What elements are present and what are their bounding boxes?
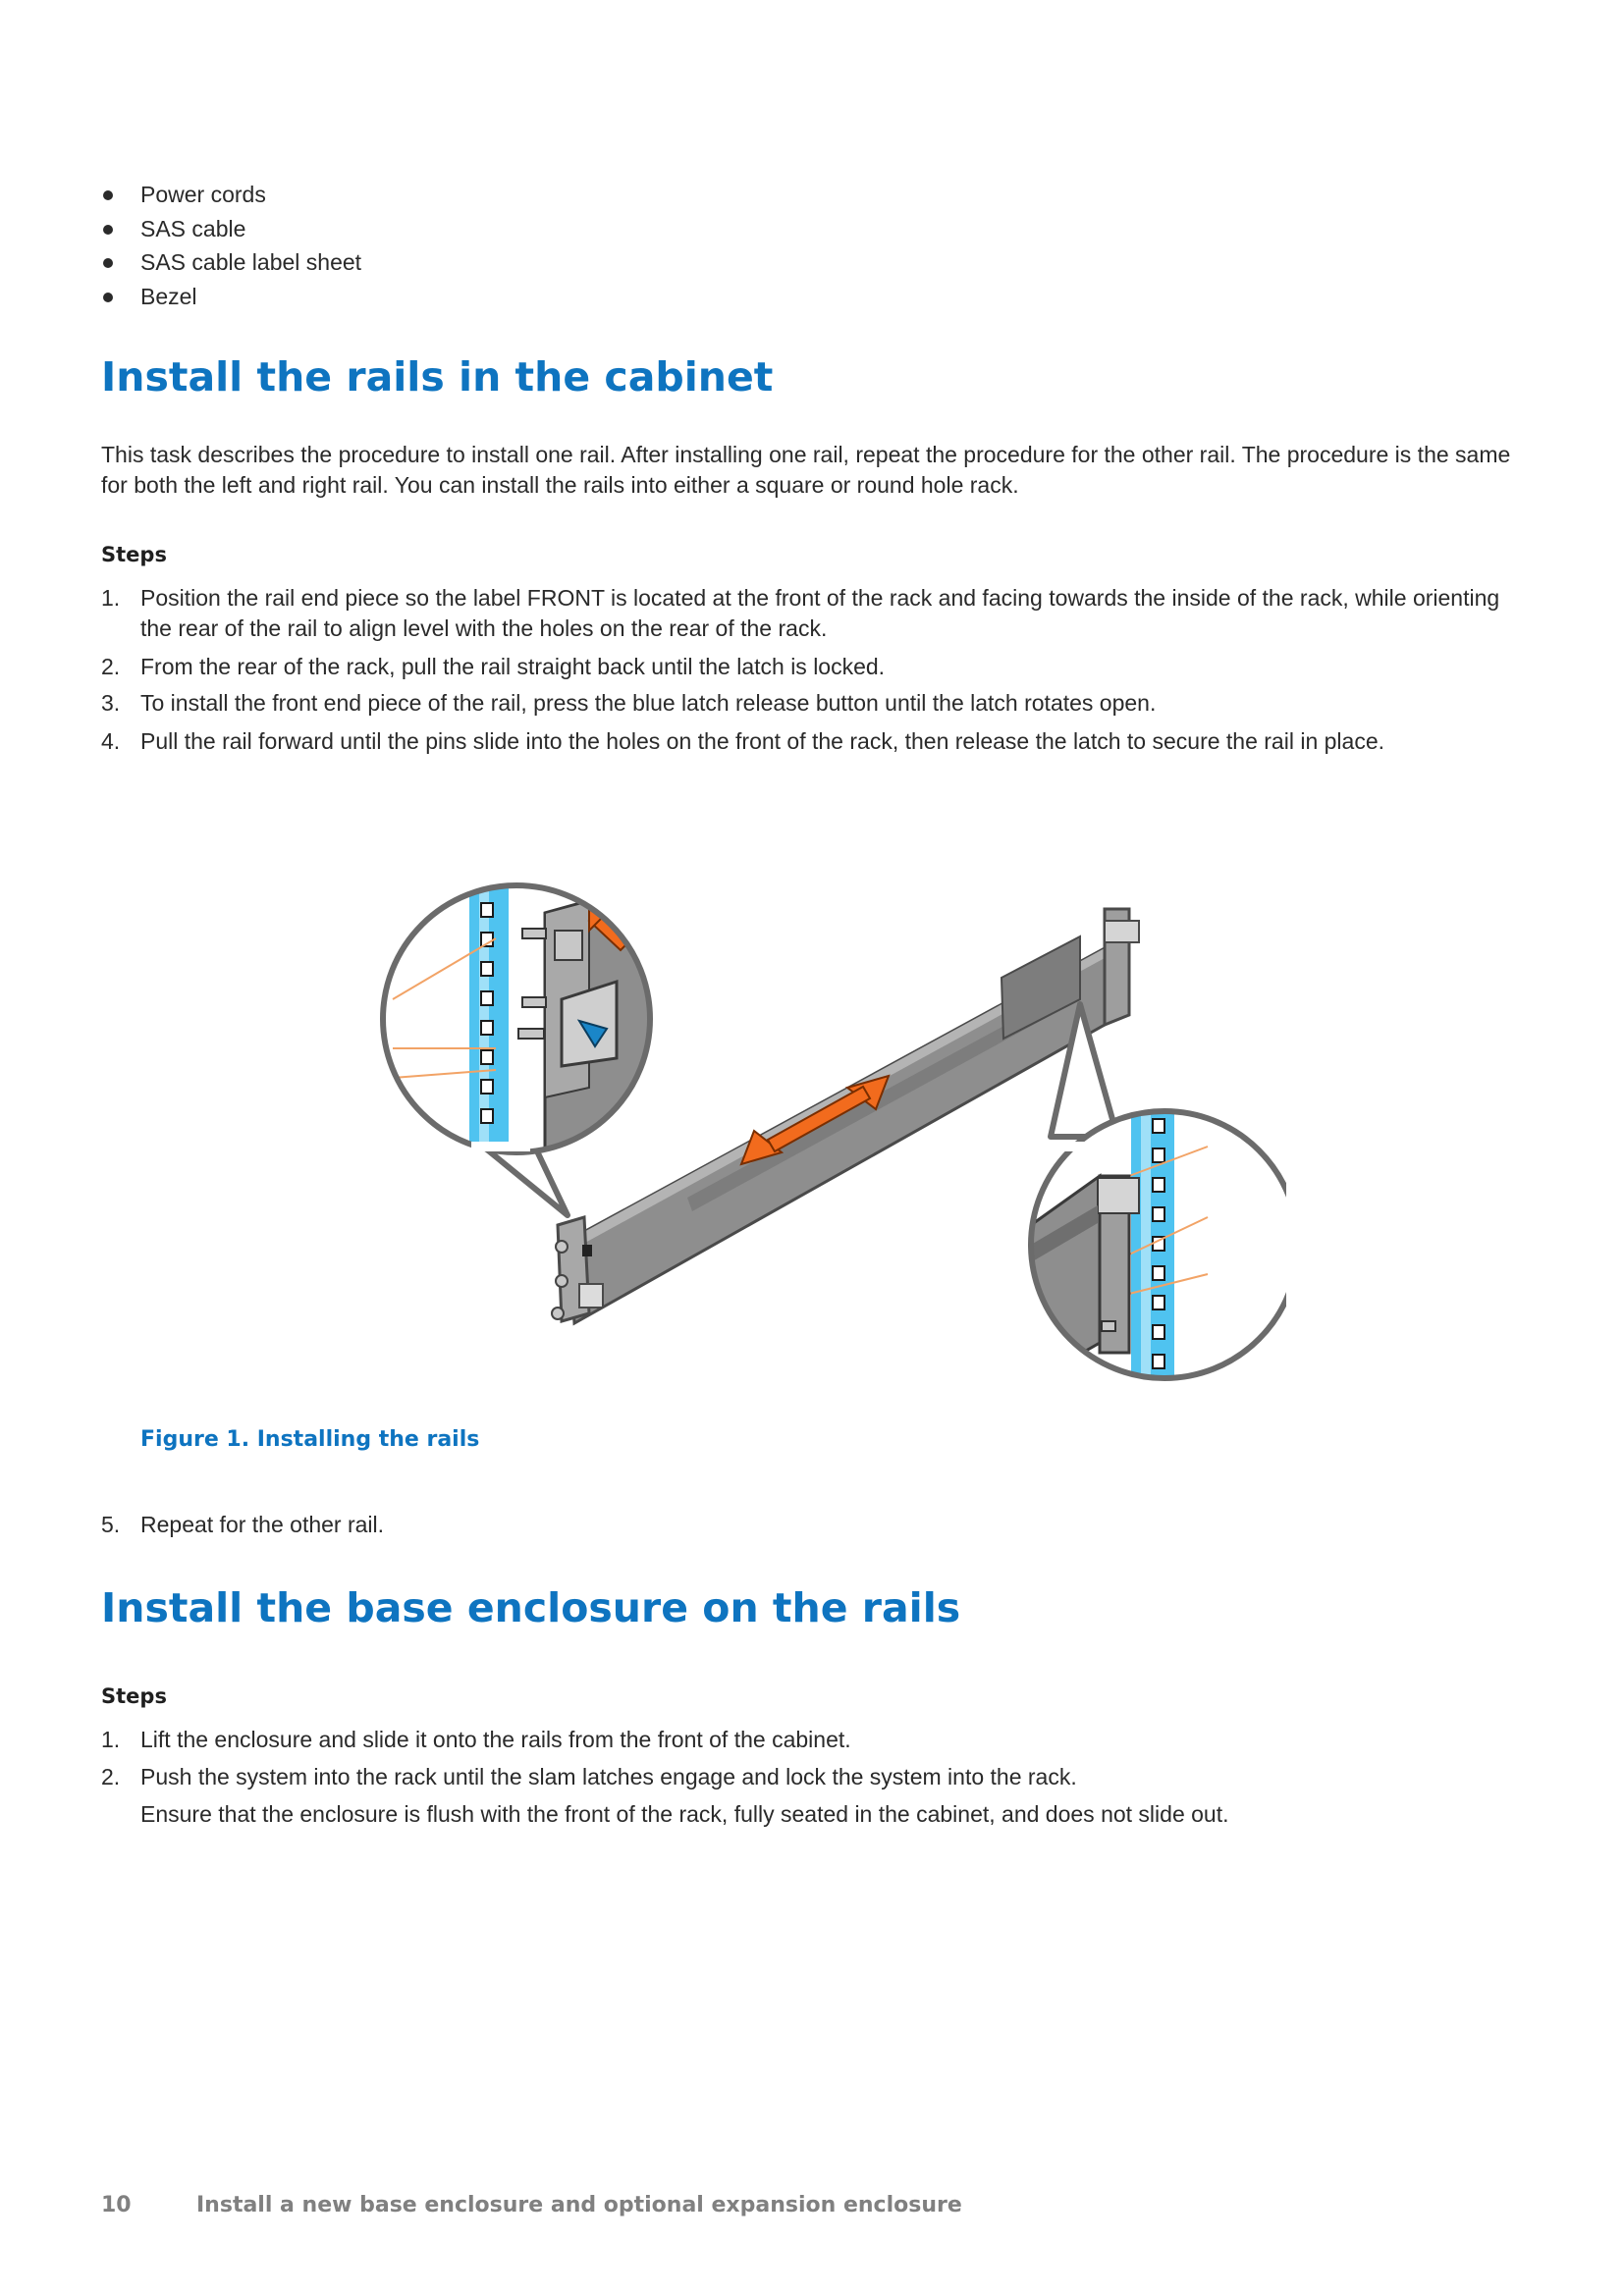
bullet-dot-icon bbox=[103, 258, 113, 268]
section-heading-install-base-enclosure: Install the base enclosure on the rails bbox=[101, 1584, 961, 1631]
step-text: Repeat for the other rail. bbox=[140, 1512, 385, 1537]
list-item: Power cords bbox=[101, 178, 361, 212]
step-note-text: Ensure that the enclosure is flush with the front of the rack, fully seated in the cabinet, and does not slide out. bbox=[140, 1801, 1229, 1827]
step-text: Position the rail end piece so the label FRONT is located at the front of the rack and facing towards the inside of the rack, while orienting the rear of the rail to align level with the holes on the rear of the rack. bbox=[140, 585, 1500, 641]
front-latch-callout bbox=[383, 880, 658, 1215]
steps-label: Steps bbox=[101, 543, 167, 566]
step-number: 1. bbox=[101, 1727, 121, 1752]
step-text: From the rear of the rack, pull the rail straight back until the latch is locked. bbox=[140, 654, 886, 679]
page-number: 10 bbox=[101, 2193, 132, 2217]
included-items-list bbox=[101, 178, 361, 313]
step-number: 1. bbox=[101, 585, 121, 611]
list-item: SAS cable label sheet bbox=[101, 245, 361, 280]
bullet-dot-icon bbox=[103, 293, 113, 302]
steps-label: Steps bbox=[101, 1684, 167, 1708]
chapter-title: Install a new base enclosure and optional expansion enclosure bbox=[196, 2193, 962, 2217]
intro-paragraph: This task describes the procedure to install one rail. After installing one rail, repeat the procedure for the other rail. The procedure is the same for both the left and right rail. You can install the rails into either a square or round hole rack. bbox=[101, 442, 1511, 498]
step-number: 2. bbox=[101, 1764, 121, 1789]
step-number: 4. bbox=[101, 728, 121, 754]
step-text: Lift the enclosure and slide it onto the rails from the front of the cabinet. bbox=[140, 1727, 851, 1752]
step-number: 5. bbox=[101, 1512, 121, 1537]
step-text: Push the system into the rack until the slam latches engage and lock the system into the rack. bbox=[140, 1764, 1077, 1789]
section-heading-install-rails: Install the rails in the cabinet bbox=[101, 353, 774, 400]
rail-installation-illustration bbox=[304, 852, 1286, 1402]
bullet-dot-icon bbox=[103, 190, 113, 200]
step-text: To install the front end piece of the rail, press the blue latch release button until the latch rotates open. bbox=[140, 690, 1157, 716]
step-text: Pull the rail forward until the pins slide into the holes on the front of the rack, then release the latch to secure the rail in place. bbox=[140, 728, 1384, 754]
step-number: 2. bbox=[101, 654, 121, 679]
list-item: Bezel bbox=[101, 280, 361, 314]
figure-caption: Figure 1. Installing the rails bbox=[140, 1427, 480, 1452]
list-item: SAS cable bbox=[101, 212, 361, 246]
bullet-dot-icon bbox=[103, 225, 113, 235]
step-number: 3. bbox=[101, 690, 121, 716]
rear-latch-callout bbox=[1031, 1004, 1286, 1392]
